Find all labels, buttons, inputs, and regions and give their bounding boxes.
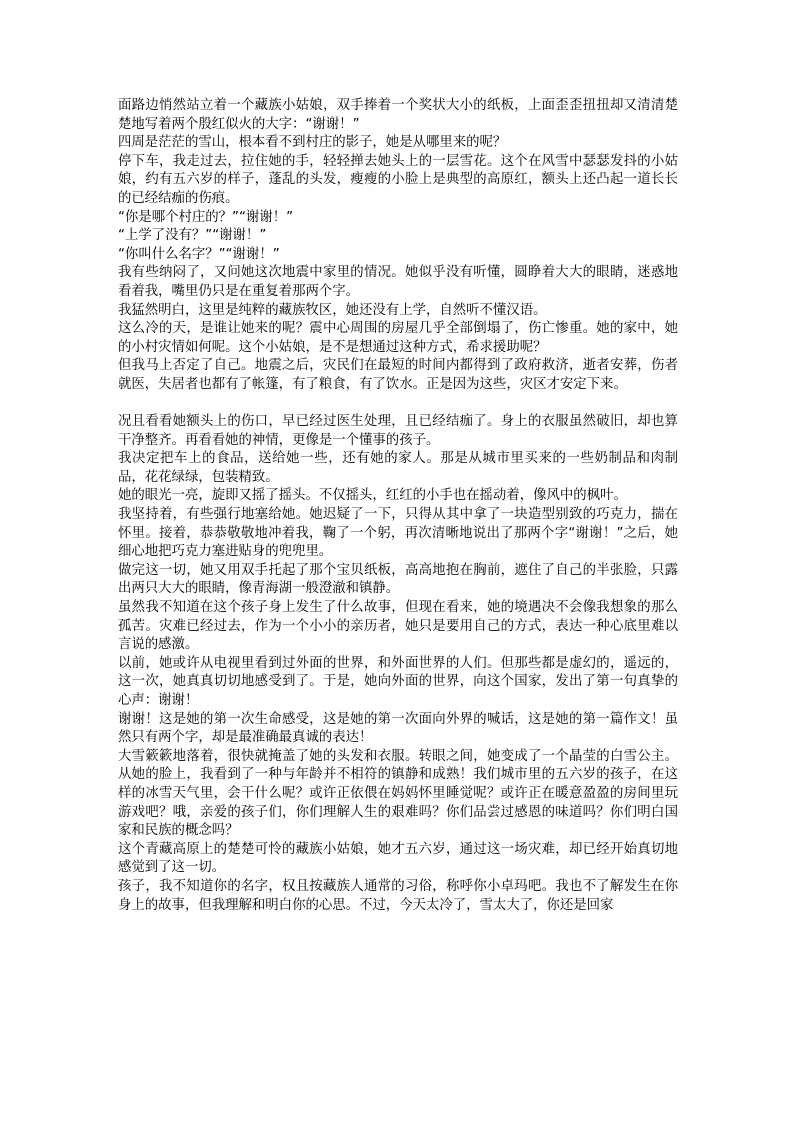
paragraph: 我坚持着，有些强行地塞给她。她迟疑了一下，只得从其中拿了一块造型别致的巧克力，揣在怀里。接着，恭恭敬敬地冲着我，鞠了一个躬，再次清晰地说出了那两个字“谢谢！”之后，她细心地把巧克力塞进贴身的兜兜里。 xyxy=(118,507,678,560)
paragraph: 大雪簌簌地落着，很快就掩盖了她的头发和衣服。转眼之间，她变成了一个晶莹的白雪公主。从她的脸上，我看到了一种与年龄并不相符的镇静和成熟！我们城市里的五六岁的孩子，在这样的冰雪天气里，会干什么呢？或许正依偎在妈妈怀里睡觉呢？或许正在暖意盈盈的房间里玩游戏吧？哦，亲爱的孩子们，你们理解人生的艰难吗？你们品尝过感恩的味道吗？你们明白国家和民族的概念吗？ xyxy=(118,748,678,839)
paragraph-gap xyxy=(118,395,678,414)
paragraph: 况且看看她额头上的伤口，早已经过医生处理，且已经结痂了。身上的衣服虽然破旧，却也算干净整齐。再看看她的神情，更像是一个懂事的孩子。 xyxy=(118,414,678,448)
paragraph: 虽然我不知道在这个孩子身上发生了什么故事，但现在看来，她的境遇决不会像我想象的那么孤苦。灾难已经过去，作为一个小小的亲历者，她只是要用自己的方式，表达一种心底里难以言说的感激。 xyxy=(118,600,678,653)
paragraph: 面路边悄然站立着一个藏族小姑娘，双手捧着一个奖状大小的纸板，上面歪歪扭扭却又清清楚楚地写着两个殷红似火的大字：“谢谢！” xyxy=(118,98,678,132)
paragraph: 这个青藏高原上的楚楚可怜的藏族小姑娘，她才五六岁，通过这一场灾难，却已经开始真切地感觉到了这一切。 xyxy=(118,841,678,876)
paragraph: 停下车，我走过去，拉住她的手，轻轻掸去她头上的一层雪花。这个在风雪中瑟瑟发抖的小姑娘，约有五六岁的样子，蓬乱的头发，瘦瘦的小脸上是典型的高原红，额头上还凸起一道长长的已经结痂的伤痕。 xyxy=(118,153,678,206)
paragraph: 我猛然明白，这里是纯粹的藏族牧区，她还没有上学，自然听不懂汉语。 xyxy=(118,302,547,318)
dialogue-line: “你是哪个村庄的？”“谢谢！” xyxy=(118,209,294,225)
paragraph: 孩子，我不知道你的名字，权且按藏族人通常的习俗，称呼你小卓玛吧。我也不了解发生在你身上的故事，但我理解和明白你的心思。不过，今天太冷了，雪太大了，你还是回家 xyxy=(118,878,678,913)
paragraph: 做完这一切，她又用双手托起了那个宝贝纸板，高高地抱在胸前，遮住了自己的半张脸，只露出两只大大的眼睛，像青海湖一般澄澈和镇静。 xyxy=(118,562,678,597)
document-body xyxy=(118,97,678,915)
paragraph: 但我马上否定了自己。地震之后，灾民们在最短的时间内都得到了政府救济，逝者安葬，伤者就医，失居者也都有了帐篷，有了粮食，有了饮水。正是因为这些，灾区才安定下来。 xyxy=(118,358,678,392)
paragraph: 她的眼光一亮，旋即又摇了摇头。不仅摇头，红红的小手也在摇动着，像风中的枫叶。 xyxy=(118,488,627,504)
paragraph: 我决定把车上的食品，送给她一些，还有她的家人。那是从城市里买来的一些奶制品和肉制品，花花绿绿，包装精致。 xyxy=(118,451,678,485)
paragraph: 四周是茫茫的雪山，根本看不到村庄的影子，她是从哪里来的呢？ xyxy=(118,135,507,151)
paragraph: 谢谢！这是她的第一次生命感受，这是她的第一次面向外界的喊话，这是她的第一篇作文！虽然只有两个字，却是最准确最真诚的表达！ xyxy=(118,711,678,746)
dialogue-line: “你叫什么名字？”“谢谢！” xyxy=(118,246,280,262)
paragraph: 这么冷的天，是谁让她来的呢？震中心周围的房屋几乎全部倒塌了，伤亡惨重。她的家中，她的小村灾情如何呢。这个小姑娘，是不是想通过这种方式，希求援助呢？ xyxy=(118,321,678,355)
dialogue-line: “上学了没有？”“谢谢！” xyxy=(118,228,267,244)
paragraph: 我有些纳闷了，又问她这次地震中家里的情况。她似乎没有听懂，圆睁着大大的眼睛，迷惑地看着我，嘴里仍只是在重复着那两个字。 xyxy=(118,265,678,299)
paragraph: 以前，她或许从电视里看到过外面的世界，和外面世界的人们。但那些都是虚幻的，遥远的，这一次，她真真切切地感受到了。于是，她向外面的世界，向这个国家，发出了第一句真挚的心声：谢谢！ xyxy=(118,655,678,708)
